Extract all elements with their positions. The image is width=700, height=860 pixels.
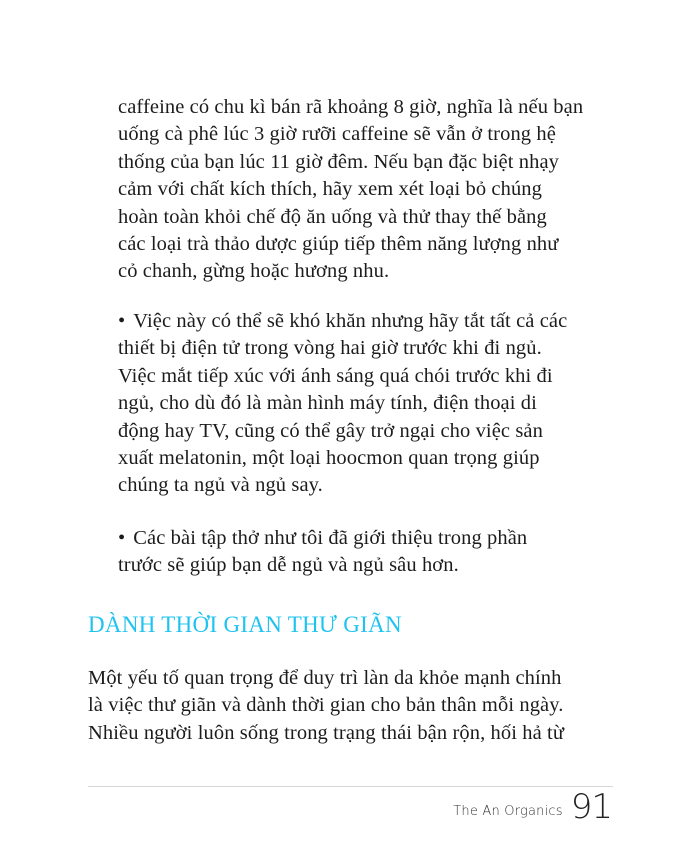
text-line: chúng ta ngủ và ngủ say. bbox=[118, 474, 323, 497]
text-line: Các bài tập thở như tôi đã giới thiệu trong phần bbox=[133, 527, 528, 549]
bullet-item-breathing bbox=[118, 525, 527, 580]
bullet-first-line bbox=[118, 525, 527, 552]
text-line: caffeine có chu kì bán rã khoảng 8 giờ, nghĩa là nếu bạn bbox=[118, 96, 584, 118]
text-line: uống cà phê lúc 3 giờ rưỡi caffeine sẽ vẫn ở trong hệ bbox=[118, 123, 556, 146]
text-line: các loại trà thảo dược giúp tiếp thêm năng lượng như bbox=[118, 233, 559, 256]
footer-divider bbox=[88, 786, 613, 787]
text-line: Việc này có thể sẽ khó khăn nhưng hãy tắt tất cả các bbox=[133, 310, 568, 332]
text-line: xuất melatonin, một loại hoocmon quan trọng giúp bbox=[118, 447, 540, 470]
text-line: Một yếu tố quan trọng để duy trì làn da khỏe mạnh chính bbox=[88, 667, 562, 689]
text-line: hoàn toàn khỏi chế độ ăn uống và thử thay thế bằng bbox=[118, 205, 547, 228]
text-line: cảm với chất kích thích, hãy xem xét loại bỏ chúng bbox=[118, 178, 543, 201]
bullet-icon: • bbox=[118, 527, 126, 549]
page-number: 91 bbox=[570, 787, 612, 827]
text-line: động hay TV, cũng có thể gây trở ngại cho việc sản bbox=[118, 419, 543, 442]
page-footer bbox=[453, 787, 612, 827]
text-line: ngủ, cho dù đó là màn hình máy tính, điện thoại di bbox=[118, 392, 537, 415]
text-line: Việc mắt tiếp xúc với ánh sáng quá chói trước khi đi bbox=[118, 364, 553, 387]
section-heading: DÀNH THỜI GIAN THƯ GIÃN bbox=[88, 612, 402, 637]
text-line: Nhiều người luôn sống trong trạng thái bận rộn, hối hả từ bbox=[88, 721, 565, 744]
footer-brand: The An Organics bbox=[453, 804, 563, 819]
text-line: trước sẽ giúp bạn dễ ngủ và ngủ sâu hơn. bbox=[118, 554, 459, 577]
text-line: là việc thư giãn và dành thời gian cho bản thân mỗi ngày. bbox=[88, 694, 564, 717]
relax-paragraph bbox=[88, 665, 564, 747]
text-line: cỏ chanh, gừng hoặc hương nhu. bbox=[118, 260, 390, 283]
text-line: thiết bị điện tử trong vòng hai giờ trước khi đi ngủ. bbox=[118, 337, 542, 360]
bullet-first-line bbox=[118, 308, 567, 335]
bullet-item-devices bbox=[118, 308, 567, 500]
text-line: thống của bạn lúc 11 giờ đêm. Nếu bạn đặc biệt nhạy bbox=[118, 150, 559, 173]
caffeine-paragraph bbox=[118, 94, 583, 286]
bullet-icon: • bbox=[118, 310, 126, 332]
